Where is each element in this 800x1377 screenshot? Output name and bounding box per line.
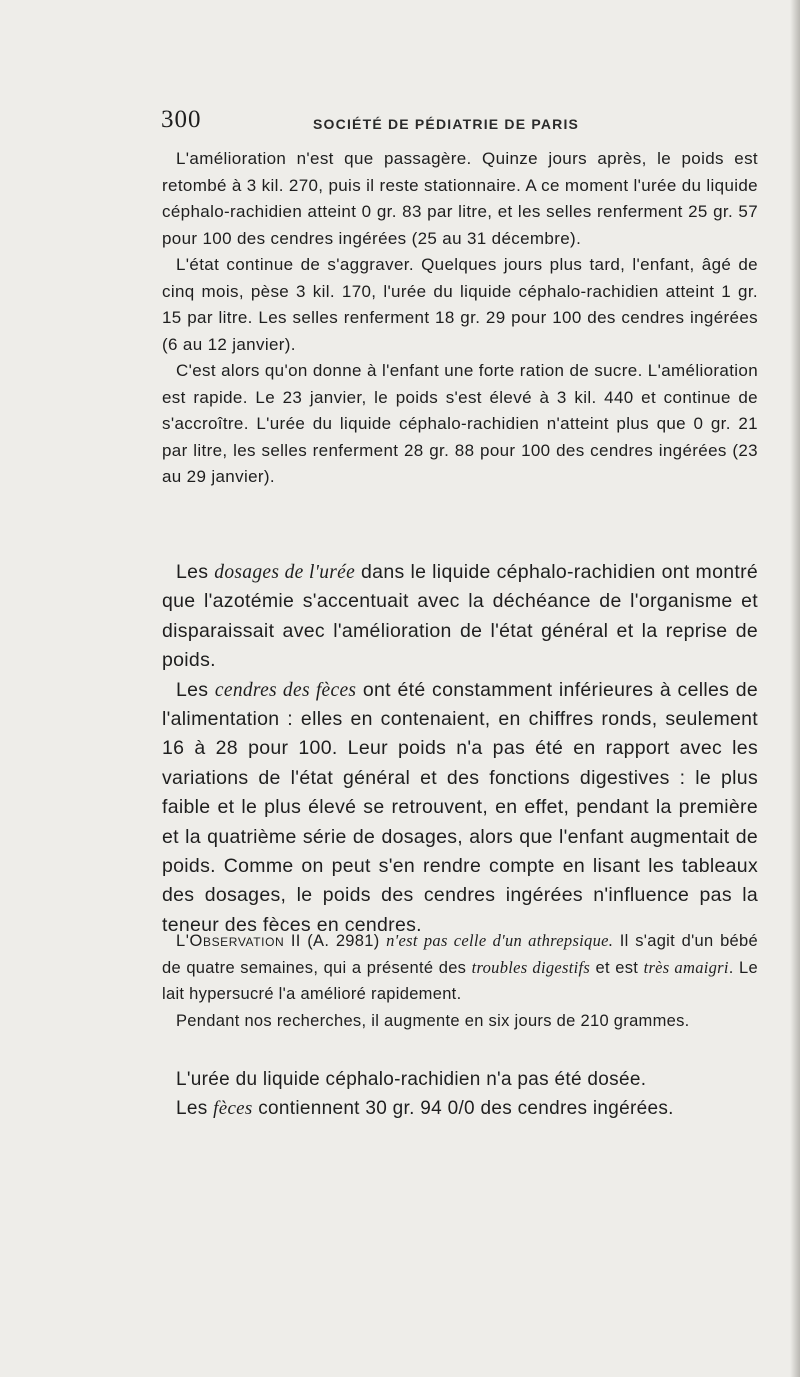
paragraph-aggravation: L'état continue de s'aggraver. Quelques jours plus tard, l'enfant, âgé de cinq mois, pèse 3 kil. 170, l'urée du liquide céphalo-rachidien atteint 1 gr. 15 par litre. Les selles renferment 18 gr. 29 pour 100 des cendres ingérées (6 au 12 janvier). [162, 255, 758, 354]
paragraph-cendres-feces: Les cendres des fèces ont été constamment inférieures à celles de l'alimentation : elles en contenaient, en chiffres ronds, seulement 16 à 28 pour 100. Leur poids n'a pas été en rapport avec les variations de l'état général et des fonctions digestives : le plus faible et le plus élevé se retrouvent, en effet, pendant la première et la quatrième série de dosages, alors que l'enfant augmentait de poids. Comme on peut s'en rendre compte en lisant les tableaux des dosages, le poids des cendres ingérées n'influence pas la teneur des fèces en cendres. [162, 678, 759, 936]
running-title: SOCIÉTÉ DE PÉDIATRIE DE PARIS [313, 116, 580, 132]
paragraph-uree-non-dosee: L'urée du liquide céphalo-rachidien n'a pas été dosée. [176, 1069, 647, 1090]
italic-cendres-feces: cendres des fèces [214, 679, 357, 701]
case-narrative [162, 146, 758, 491]
italic-dosages-uree: dosages de l'urée [214, 562, 356, 583]
paragraph-feces-cendres: Les fèces contiennent 30 gr. 94 0/0 des cendres ingérées. [176, 1098, 674, 1119]
paragraph-observation: L'Observation II (A. 2981) n'est pas celle d'un athrepsique. Il s'agit d'un bébé de quatre semaines, qui a présenté des troubles digestifs et est très amaigri. Le lait hypersucré l'a amélioré rapidement. [162, 931, 759, 1003]
closing-block [162, 1065, 758, 1123]
discussion [162, 558, 758, 940]
paragraph-sucre: C'est alors qu'on donne à l'enfant une forte ration de sucre. L'amélioration est rapide. Le 23 janvier, le poids s'est élevé à 3 kil. 440 et continue de s'accroître. L'urée du liquide céphalo-rachidien n'atteint plus que 0 gr. 21 par litre, les selles renferment 28 gr. 88 pour 100 des cendres ingérées (23 au 29 janvier). [162, 361, 758, 486]
paragraph-recherches: Pendant nos recherches, il augmente en six jours de 210 grammes. [176, 1011, 690, 1030]
page-header [0, 106, 800, 140]
paragraph-amelioration: L'amélioration n'est que passagère. Quinze jours après, le poids est retombé à 3 kil. 270, puis il reste stationnaire. A ce moment l'urée du liquide céphalo-rachidien atteint 0 gr. 83 par litre, et les selles renferment 25 gr. 57 pour 100 des cendres ingérées (25 au 31 décembre). [162, 149, 758, 248]
observation-label: L'Observation [176, 932, 285, 950]
paragraph-dosages-uree: Les dosages de l'urée dans le liquide céphalo-rachidien ont montré que l'azotémie s'accentuait avec la déchéance de l'organisme et disparaissait avec l'amélioration de l'état général et la reprise de poids. [162, 561, 759, 672]
observation-block [162, 928, 758, 1034]
page-number: 300 [161, 106, 202, 133]
page-spine-shadow [790, 0, 800, 1377]
